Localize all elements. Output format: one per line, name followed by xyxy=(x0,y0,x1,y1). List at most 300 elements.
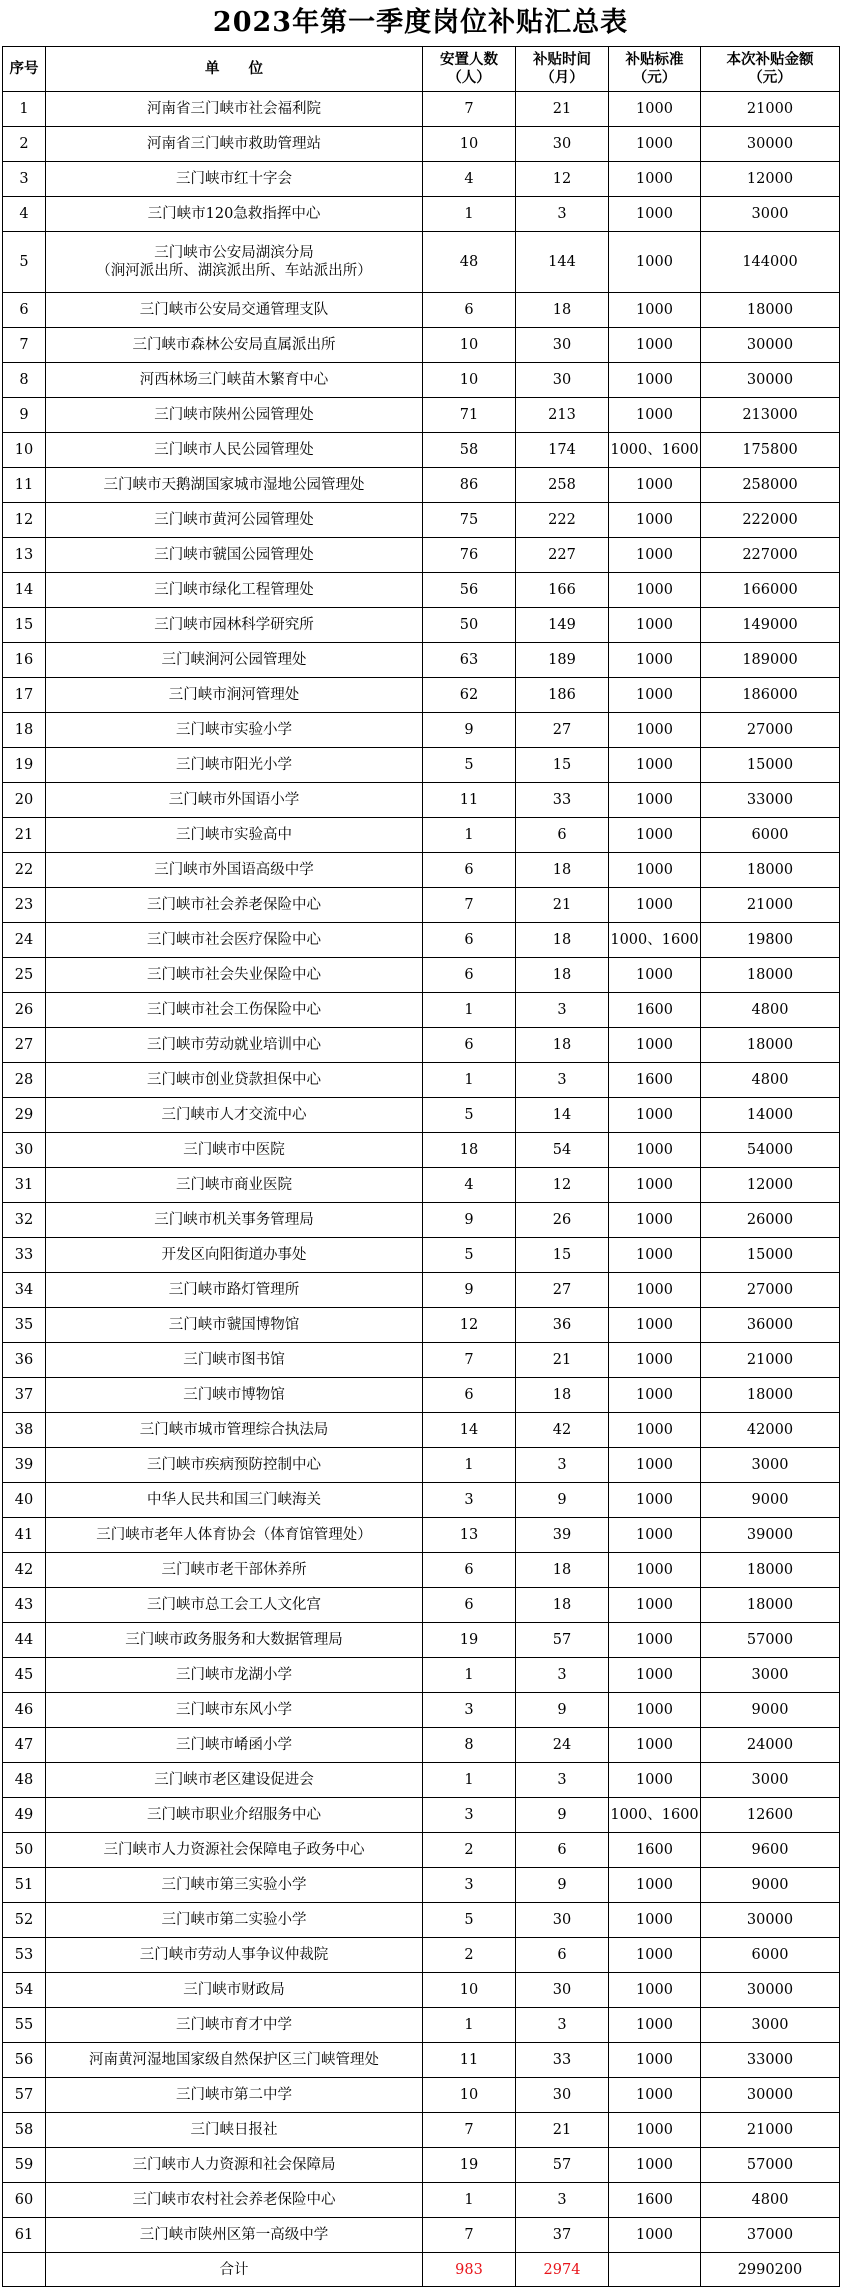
row-unit xyxy=(46,433,423,468)
row-amount: 30000 xyxy=(701,127,840,162)
row-people: 9 xyxy=(423,1273,516,1308)
row-seq: 25 xyxy=(3,958,46,993)
row-people: 5 xyxy=(423,1238,516,1273)
row-standard: 1000 xyxy=(609,1728,701,1763)
table-row xyxy=(3,993,840,1028)
row-unit-line: 三门峡市第三实验小学 xyxy=(161,1877,307,1893)
row-amount: 18000 xyxy=(701,1028,840,1063)
row-amount: 21000 xyxy=(701,92,840,127)
row-months: 166 xyxy=(516,573,609,608)
row-people: 86 xyxy=(423,468,516,503)
row-unit-line: 三门峡市公安局湖滨分局 xyxy=(154,245,314,261)
row-unit xyxy=(46,608,423,643)
row-people: 2 xyxy=(423,1938,516,1973)
row-people: 9 xyxy=(423,713,516,748)
row-unit-line: 三门峡市老干部休养所 xyxy=(161,1562,307,1578)
row-months: 12 xyxy=(516,162,609,197)
table-row xyxy=(3,2113,840,2148)
row-standard: 1000 xyxy=(609,608,701,643)
table-row xyxy=(3,608,840,643)
row-amount: 12000 xyxy=(701,1168,840,1203)
table-row xyxy=(3,1938,840,1973)
row-unit-line: 三门峡市公安局交通管理支队 xyxy=(139,302,329,318)
row-people: 1 xyxy=(423,1063,516,1098)
row-seq: 11 xyxy=(3,468,46,503)
row-unit xyxy=(46,1448,423,1483)
table-row xyxy=(3,1343,840,1378)
row-months: 18 xyxy=(516,1553,609,1588)
row-unit-line: 三门峡市中医院 xyxy=(183,1142,285,1158)
row-amount: 36000 xyxy=(701,1308,840,1343)
header-amount-line1: 本次补贴金额 xyxy=(726,52,814,68)
header-people-line1: 安置人数 xyxy=(440,52,498,68)
row-standard: 1000 xyxy=(609,2113,701,2148)
row-seq: 26 xyxy=(3,993,46,1028)
row-amount: 33000 xyxy=(701,783,840,818)
row-unit xyxy=(46,1063,423,1098)
row-seq: 42 xyxy=(3,1553,46,1588)
row-people: 11 xyxy=(423,783,516,818)
row-unit-line: 三门峡市虢国博物馆 xyxy=(168,1317,300,1333)
row-seq: 6 xyxy=(3,293,46,328)
row-standard: 1000 xyxy=(609,1588,701,1623)
row-amount: 3000 xyxy=(701,197,840,232)
row-months: 37 xyxy=(516,2218,609,2253)
row-people: 8 xyxy=(423,1728,516,1763)
row-unit-line: 三门峡市实验小学 xyxy=(176,722,292,738)
row-unit xyxy=(46,2008,423,2043)
row-amount: 9000 xyxy=(701,1483,840,1518)
row-unit xyxy=(46,1238,423,1273)
row-unit xyxy=(46,2218,423,2253)
row-months: 18 xyxy=(516,923,609,958)
row-seq: 33 xyxy=(3,1238,46,1273)
row-unit xyxy=(46,573,423,608)
row-unit xyxy=(46,2183,423,2218)
row-seq: 21 xyxy=(3,818,46,853)
row-unit xyxy=(46,1833,423,1868)
row-months: 36 xyxy=(516,1308,609,1343)
total-seq-cell xyxy=(3,2253,46,2287)
row-standard: 1000 xyxy=(609,232,701,293)
row-amount: 24000 xyxy=(701,1728,840,1763)
row-months: 3 xyxy=(516,2008,609,2043)
row-standard: 1000 xyxy=(609,1098,701,1133)
row-people: 5 xyxy=(423,748,516,783)
row-standard: 1000 xyxy=(609,678,701,713)
row-people: 7 xyxy=(423,2218,516,2253)
row-seq: 24 xyxy=(3,923,46,958)
row-standard: 1000 xyxy=(609,713,701,748)
row-amount: 18000 xyxy=(701,1378,840,1413)
row-amount: 9000 xyxy=(701,1868,840,1903)
row-unit-line: 三门峡市第二中学 xyxy=(176,2087,292,2103)
row-unit-line: 三门峡市红十字会 xyxy=(176,171,292,187)
row-months: 258 xyxy=(516,468,609,503)
header-people-line2: （人） xyxy=(447,70,491,86)
row-amount: 4800 xyxy=(701,2183,840,2218)
row-standard: 1000 xyxy=(609,1343,701,1378)
table-footer xyxy=(3,2253,840,2287)
row-seq: 29 xyxy=(3,1098,46,1133)
row-seq: 59 xyxy=(3,2148,46,2183)
table-row xyxy=(3,1553,840,1588)
row-seq: 5 xyxy=(3,232,46,293)
row-unit-line: 河南省三门峡市救助管理站 xyxy=(147,136,321,152)
row-standard: 1000 xyxy=(609,468,701,503)
row-amount: 9000 xyxy=(701,1693,840,1728)
row-seq: 48 xyxy=(3,1763,46,1798)
row-seq: 19 xyxy=(3,748,46,783)
row-seq: 9 xyxy=(3,398,46,433)
row-unit-line: 三门峡市外国语小学 xyxy=(168,792,300,808)
row-people: 10 xyxy=(423,2078,516,2113)
row-seq: 34 xyxy=(3,1273,46,1308)
table-row xyxy=(3,573,840,608)
row-standard: 1000 xyxy=(609,197,701,232)
total-label: 合计 xyxy=(46,2253,423,2287)
row-months: 18 xyxy=(516,1028,609,1063)
row-standard: 1600 xyxy=(609,2183,701,2218)
row-standard: 1000 xyxy=(609,363,701,398)
row-amount: 18000 xyxy=(701,1553,840,1588)
row-seq: 47 xyxy=(3,1728,46,1763)
table-row xyxy=(3,818,840,853)
row-months: 12 xyxy=(516,1168,609,1203)
table-row xyxy=(3,1308,840,1343)
row-standard: 1000 xyxy=(609,162,701,197)
table-row xyxy=(3,127,840,162)
table-row xyxy=(3,1623,840,1658)
row-unit xyxy=(46,2113,423,2148)
row-people: 6 xyxy=(423,923,516,958)
row-seq: 23 xyxy=(3,888,46,923)
row-months: 9 xyxy=(516,1693,609,1728)
row-months: 3 xyxy=(516,2183,609,2218)
row-unit-line: 三门峡市育才中学 xyxy=(176,2017,292,2033)
row-amount: 18000 xyxy=(701,958,840,993)
row-amount: 186000 xyxy=(701,678,840,713)
row-standard: 1000 xyxy=(609,643,701,678)
row-unit xyxy=(46,1693,423,1728)
row-people: 75 xyxy=(423,503,516,538)
row-months: 6 xyxy=(516,1833,609,1868)
row-seq: 55 xyxy=(3,2008,46,2043)
row-people: 1 xyxy=(423,197,516,232)
row-amount: 4800 xyxy=(701,993,840,1028)
row-unit-line: 三门峡市涧河管理处 xyxy=(168,687,300,703)
row-unit xyxy=(46,1658,423,1693)
row-seq: 52 xyxy=(3,1903,46,1938)
row-months: 15 xyxy=(516,1238,609,1273)
header-amount-line2: （元） xyxy=(748,70,792,86)
row-people: 6 xyxy=(423,1553,516,1588)
row-amount: 14000 xyxy=(701,1098,840,1133)
row-unit-line: 三门峡市崤函小学 xyxy=(176,1737,292,1753)
row-unit xyxy=(46,1868,423,1903)
row-unit xyxy=(46,1168,423,1203)
row-people: 10 xyxy=(423,363,516,398)
row-people: 1 xyxy=(423,1658,516,1693)
row-unit xyxy=(46,1518,423,1553)
row-months: 24 xyxy=(516,1728,609,1763)
table-row xyxy=(3,1588,840,1623)
row-months: 9 xyxy=(516,1868,609,1903)
row-unit-line: 三门峡涧河公园管理处 xyxy=(161,652,307,668)
row-seq: 8 xyxy=(3,363,46,398)
row-standard: 1000 xyxy=(609,1273,701,1308)
row-months: 144 xyxy=(516,232,609,293)
row-unit-line: 三门峡市老年人体育协会（体育馆管理处） xyxy=(96,1527,372,1543)
row-unit xyxy=(46,232,423,293)
row-people: 6 xyxy=(423,293,516,328)
row-people: 1 xyxy=(423,818,516,853)
header-unit: 单 位 xyxy=(46,47,423,92)
row-standard: 1000、1600 xyxy=(609,1798,701,1833)
table-row xyxy=(3,1868,840,1903)
row-people: 3 xyxy=(423,1693,516,1728)
row-standard: 1000 xyxy=(609,783,701,818)
table-row xyxy=(3,538,840,573)
row-standard: 1000 xyxy=(609,1938,701,1973)
row-people: 1 xyxy=(423,993,516,1028)
row-people: 6 xyxy=(423,958,516,993)
row-standard: 1000 xyxy=(609,538,701,573)
table-row xyxy=(3,958,840,993)
row-unit xyxy=(46,1413,423,1448)
table-row xyxy=(3,2148,840,2183)
table-row xyxy=(3,1098,840,1133)
row-amount: 6000 xyxy=(701,818,840,853)
table-row xyxy=(3,1238,840,1273)
row-seq: 49 xyxy=(3,1798,46,1833)
row-standard: 1000 xyxy=(609,1168,701,1203)
row-amount: 27000 xyxy=(701,713,840,748)
row-people: 76 xyxy=(423,538,516,573)
table-row xyxy=(3,92,840,127)
row-seq: 32 xyxy=(3,1203,46,1238)
table-row xyxy=(3,1483,840,1518)
table-row xyxy=(3,1518,840,1553)
row-people: 6 xyxy=(423,853,516,888)
total-row xyxy=(3,2253,840,2287)
table-row xyxy=(3,748,840,783)
row-amount: 30000 xyxy=(701,328,840,363)
row-unit xyxy=(46,1938,423,1973)
table-row xyxy=(3,328,840,363)
row-months: 3 xyxy=(516,197,609,232)
row-unit-line: 三门峡市虢国公园管理处 xyxy=(154,547,314,563)
row-amount: 18000 xyxy=(701,293,840,328)
row-unit xyxy=(46,1483,423,1518)
row-amount: 3000 xyxy=(701,1658,840,1693)
row-people: 2 xyxy=(423,1833,516,1868)
table-row xyxy=(3,1658,840,1693)
row-people: 3 xyxy=(423,1798,516,1833)
row-unit-line: 三门峡市机关事务管理局 xyxy=(154,1212,314,1228)
table-row xyxy=(3,1028,840,1063)
row-months: 21 xyxy=(516,888,609,923)
row-unit-line: 三门峡市陕州区第一高级中学 xyxy=(139,2227,329,2243)
header-standard-line2: （元） xyxy=(632,70,677,86)
row-seq: 30 xyxy=(3,1133,46,1168)
row-standard: 1000 xyxy=(609,1133,701,1168)
row-unit-line: 三门峡市绿化工程管理处 xyxy=(154,582,314,598)
row-unit-line: 三门峡市劳动人事争议仲裁院 xyxy=(139,1947,329,1963)
row-standard: 1000 xyxy=(609,853,701,888)
row-unit xyxy=(46,328,423,363)
row-unit xyxy=(46,1763,423,1798)
row-people: 11 xyxy=(423,2043,516,2078)
row-months: 3 xyxy=(516,1448,609,1483)
table-row xyxy=(3,1728,840,1763)
row-months: 6 xyxy=(516,1938,609,1973)
row-amount: 26000 xyxy=(701,1203,840,1238)
row-unit xyxy=(46,398,423,433)
row-seq: 15 xyxy=(3,608,46,643)
header-amount xyxy=(701,47,840,92)
row-standard: 1000 xyxy=(609,92,701,127)
row-standard: 1000、1600 xyxy=(609,923,701,958)
row-months: 18 xyxy=(516,958,609,993)
row-people: 7 xyxy=(423,888,516,923)
table-row xyxy=(3,433,840,468)
row-people: 48 xyxy=(423,232,516,293)
row-months: 30 xyxy=(516,2078,609,2113)
row-unit-line: 三门峡市社会医疗保险中心 xyxy=(147,932,321,948)
row-unit-line: 三门峡市人才交流中心 xyxy=(161,1107,307,1123)
row-months: 30 xyxy=(516,363,609,398)
row-seq: 51 xyxy=(3,1868,46,1903)
row-people: 5 xyxy=(423,1903,516,1938)
row-unit xyxy=(46,1273,423,1308)
row-unit xyxy=(46,643,423,678)
row-unit-line: 三门峡市东风小学 xyxy=(176,1702,292,1718)
row-seq: 45 xyxy=(3,1658,46,1693)
row-people: 6 xyxy=(423,1378,516,1413)
row-seq: 40 xyxy=(3,1483,46,1518)
row-seq: 43 xyxy=(3,1588,46,1623)
table-row xyxy=(3,1378,840,1413)
table-row xyxy=(3,2183,840,2218)
row-unit-line: 三门峡市天鹅湖国家城市湿地公园管理处 xyxy=(103,477,365,493)
row-unit xyxy=(46,1798,423,1833)
row-months: 3 xyxy=(516,1763,609,1798)
row-amount: 9600 xyxy=(701,1833,840,1868)
table-row xyxy=(3,1798,840,1833)
row-amount: 18000 xyxy=(701,853,840,888)
table-row xyxy=(3,1448,840,1483)
row-standard: 1000 xyxy=(609,1308,701,1343)
row-standard: 1600 xyxy=(609,1833,701,1868)
row-people: 9 xyxy=(423,1203,516,1238)
row-seq: 50 xyxy=(3,1833,46,1868)
row-unit-line: 开发区向阳街道办事处 xyxy=(161,1247,307,1263)
row-standard: 1000 xyxy=(609,958,701,993)
row-seq: 28 xyxy=(3,1063,46,1098)
row-unit xyxy=(46,818,423,853)
header-seq: 序号 xyxy=(3,47,46,92)
row-standard: 1000 xyxy=(609,1203,701,1238)
row-people: 5 xyxy=(423,1098,516,1133)
row-unit xyxy=(46,1378,423,1413)
table-row xyxy=(3,1168,840,1203)
row-unit xyxy=(46,1343,423,1378)
row-seq: 16 xyxy=(3,643,46,678)
row-months: 3 xyxy=(516,1658,609,1693)
row-unit xyxy=(46,783,423,818)
row-people: 3 xyxy=(423,1483,516,1518)
row-months: 9 xyxy=(516,1483,609,1518)
row-months: 21 xyxy=(516,2113,609,2148)
row-unit xyxy=(46,1203,423,1238)
row-unit xyxy=(46,713,423,748)
table-row xyxy=(3,1763,840,1798)
table-row xyxy=(3,1273,840,1308)
row-unit xyxy=(46,1903,423,1938)
row-people: 1 xyxy=(423,1763,516,1798)
row-amount: 189000 xyxy=(701,643,840,678)
row-people: 62 xyxy=(423,678,516,713)
table-row xyxy=(3,923,840,958)
row-people: 1 xyxy=(423,2008,516,2043)
row-months: 30 xyxy=(516,1973,609,2008)
row-people: 1 xyxy=(423,1448,516,1483)
row-amount: 39000 xyxy=(701,1518,840,1553)
row-unit xyxy=(46,503,423,538)
row-amount: 37000 xyxy=(701,2218,840,2253)
row-unit xyxy=(46,1028,423,1063)
row-unit xyxy=(46,162,423,197)
header-standard-line1: 补贴标准 xyxy=(625,52,684,68)
row-unit-line: 三门峡市政务服务和大数据管理局 xyxy=(125,1632,343,1648)
row-standard: 1000 xyxy=(609,2148,701,2183)
row-amount: 12600 xyxy=(701,1798,840,1833)
row-amount: 19800 xyxy=(701,923,840,958)
row-standard: 1000 xyxy=(609,127,701,162)
row-unit-line: 三门峡市图书馆 xyxy=(183,1352,285,1368)
row-seq: 57 xyxy=(3,2078,46,2113)
row-unit-line: （涧河派出所、湖滨派出所、车站派出所） xyxy=(96,263,372,279)
row-seq: 31 xyxy=(3,1168,46,1203)
row-unit-line: 三门峡市社会工伤保险中心 xyxy=(147,1002,321,1018)
row-seq: 44 xyxy=(3,1623,46,1658)
row-amount: 166000 xyxy=(701,573,840,608)
row-unit xyxy=(46,2043,423,2078)
row-unit xyxy=(46,1308,423,1343)
row-amount: 12000 xyxy=(701,162,840,197)
row-amount: 18000 xyxy=(701,1588,840,1623)
row-standard: 1000、1600 xyxy=(609,433,701,468)
row-unit xyxy=(46,2078,423,2113)
row-months: 9 xyxy=(516,1798,609,1833)
row-standard: 1000 xyxy=(609,1448,701,1483)
row-people: 18 xyxy=(423,1133,516,1168)
table-row xyxy=(3,678,840,713)
row-unit-line: 三门峡市疾病预防控制中心 xyxy=(147,1457,321,1473)
row-standard: 1000 xyxy=(609,818,701,853)
row-unit xyxy=(46,888,423,923)
row-standard: 1000 xyxy=(609,1238,701,1273)
row-amount: 54000 xyxy=(701,1133,840,1168)
row-seq: 10 xyxy=(3,433,46,468)
row-months: 21 xyxy=(516,1343,609,1378)
row-unit-line: 三门峡市城市管理综合执法局 xyxy=(139,1422,329,1438)
row-unit xyxy=(46,538,423,573)
row-people: 12 xyxy=(423,1308,516,1343)
row-months: 30 xyxy=(516,1903,609,1938)
row-months: 30 xyxy=(516,127,609,162)
